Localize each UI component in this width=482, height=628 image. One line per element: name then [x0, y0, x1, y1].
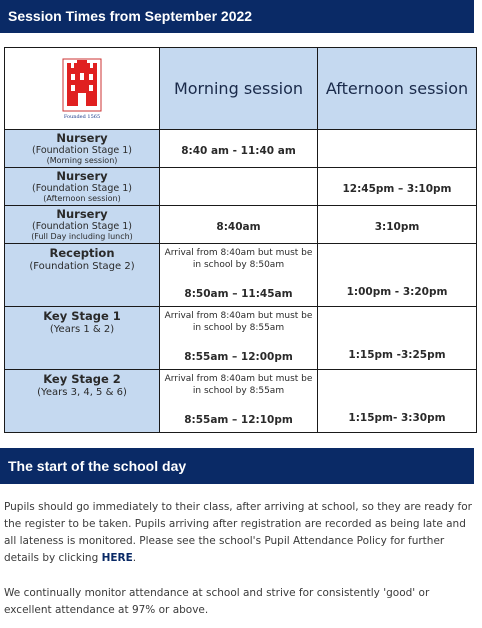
banner-title: Session Times from September 2022	[8, 8, 253, 24]
row-note: (Full Day including lunch)	[31, 231, 133, 241]
table-row	[5, 130, 477, 168]
morning-time: 8:50am – 11:45am	[184, 288, 293, 300]
logo-cell	[5, 48, 160, 130]
attendance-paragraph	[4, 499, 474, 567]
arrival-note: Arrival from 8:40am but must be in school by 8:55am	[164, 374, 313, 396]
attendance-policy-link[interactable]: HERE	[101, 552, 133, 564]
afternoon-time: 3:10pm	[374, 221, 420, 233]
afternoon-cell	[318, 206, 477, 244]
row-note: (Morning session)	[46, 155, 118, 165]
row-title: Nursery	[56, 130, 108, 145]
row-subtitle: (Years 3, 4, 5 & 6)	[37, 387, 127, 398]
morning-cell	[160, 244, 318, 307]
afternoon-cell	[318, 130, 477, 168]
row-subtitle: (Years 1 & 2)	[49, 324, 115, 335]
row-label	[5, 130, 160, 168]
afternoon-time: 1:15pm -3:25pm	[348, 349, 446, 361]
table-row	[5, 244, 477, 307]
afternoon-cell	[318, 370, 477, 433]
logo-founded-text: Founded 1565	[63, 113, 101, 120]
paragraph-text-end: .	[132, 552, 137, 564]
row-subtitle: (Foundation Stage 1)	[32, 182, 132, 194]
arrival-note: Arrival from 8:40am but must be in school by 8:55am	[164, 311, 313, 333]
section-banner-school-day	[0, 448, 474, 484]
morning-cell	[160, 370, 318, 433]
row-title: Key Stage 2	[43, 372, 121, 386]
afternoon-time: 12:45pm – 3:10pm	[342, 183, 452, 195]
paragraph-text: Pupils should go immediately to their class, after arriving at school, so they are ready for the register to be taken. Pupils arriving after registration are recorded as being late and all lateness is monitored. Please see the school's Pupil Attendance Policy for further details by clicking	[4, 501, 472, 564]
page-section-banner	[0, 0, 474, 33]
table-row	[5, 307, 477, 370]
monitoring-paragraph	[4, 585, 474, 619]
row-label	[5, 168, 160, 206]
morning-time: 8:40 am - 11:40 am	[181, 145, 296, 157]
afternoon-cell	[318, 244, 477, 307]
row-title: Nursery	[56, 168, 108, 183]
afternoon-cell	[318, 307, 477, 370]
session-times-table	[4, 47, 477, 433]
morning-cell	[160, 130, 318, 168]
row-subtitle: (Foundation Stage 1)	[32, 220, 132, 232]
morning-time: 8:55am – 12:10pm	[184, 414, 293, 426]
row-title: Reception	[49, 246, 115, 260]
table-row	[5, 206, 477, 244]
table-header-row	[5, 48, 477, 130]
row-title: Key Stage 1	[43, 309, 121, 323]
arrival-note: Arrival from 8:40am but must be in school by 8:50am	[164, 248, 313, 270]
row-label	[5, 307, 160, 370]
table-row	[5, 168, 477, 206]
row-label	[5, 206, 160, 244]
row-label	[5, 244, 160, 307]
morning-cell	[160, 307, 318, 370]
school-crest-icon	[62, 58, 102, 112]
row-note: (Afternoon session)	[43, 193, 121, 203]
morning-cell	[160, 168, 318, 206]
morning-time: 8:40am	[216, 221, 261, 233]
morning-time: 8:55am – 12:00pm	[184, 351, 293, 363]
row-subtitle: (Foundation Stage 1)	[32, 144, 132, 156]
row-subtitle: (Foundation Stage 2)	[29, 261, 135, 272]
banner-title: The start of the school day	[8, 458, 187, 474]
header-afternoon: Afternoon session	[318, 48, 477, 130]
table-row	[5, 370, 477, 433]
morning-cell	[160, 206, 318, 244]
row-title: Nursery	[56, 206, 108, 221]
header-morning: Morning session	[160, 48, 318, 130]
afternoon-cell	[318, 168, 477, 206]
afternoon-time: 1:15pm- 3:30pm	[348, 412, 446, 424]
afternoon-time: 1:00pm - 3:20pm	[346, 286, 448, 298]
row-label	[5, 370, 160, 433]
paragraph-text: We continually monitor attendance at school and strive for consistently 'good' or excellent attendance at 97% or above.	[4, 587, 430, 616]
